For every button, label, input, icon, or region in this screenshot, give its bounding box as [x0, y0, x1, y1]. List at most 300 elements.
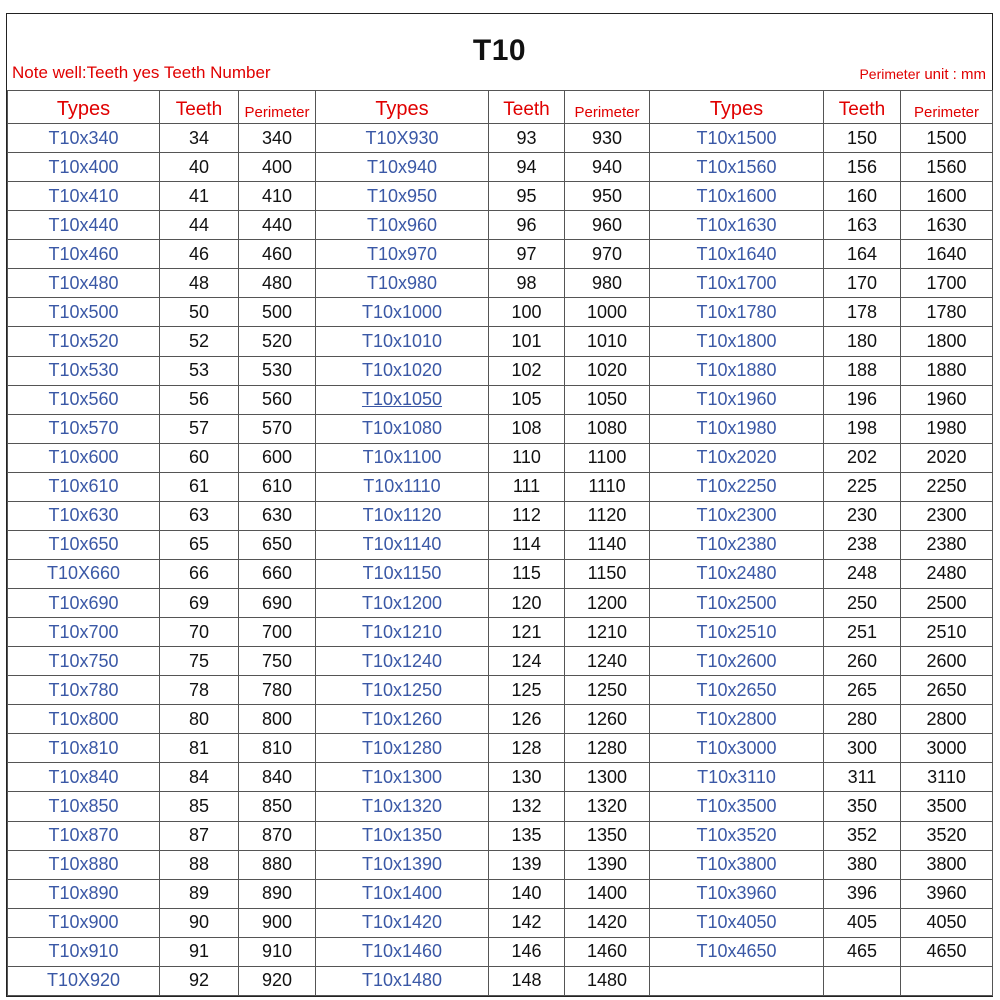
cell-type: T10x950	[316, 182, 489, 211]
cell-type: T10x1980	[650, 414, 824, 443]
unit-note	[859, 66, 986, 83]
cell-perimeter: 3110	[901, 763, 993, 792]
cell-teeth: 396	[824, 879, 901, 908]
header-types: Types	[316, 91, 489, 124]
cell-teeth: 120	[489, 589, 565, 618]
table-row	[8, 589, 993, 618]
cell-type: T10x1600	[650, 182, 824, 211]
cell-type: T10x610	[8, 472, 160, 501]
cell-perimeter: 3800	[901, 850, 993, 879]
cell-teeth: 89	[160, 879, 239, 908]
cell-teeth: 81	[160, 734, 239, 763]
table-row	[8, 734, 993, 763]
cell-type: T10x2480	[650, 559, 824, 588]
cell-type: T10x1480	[316, 966, 489, 995]
cell-perimeter: 750	[239, 647, 316, 676]
cell-teeth: 94	[489, 153, 565, 182]
page-title: T10	[472, 34, 527, 67]
table-row	[8, 501, 993, 530]
cell-type: T10x1780	[650, 298, 824, 327]
cell-type: T10x520	[8, 327, 160, 356]
cell-teeth: 115	[489, 559, 565, 588]
cell-perimeter: 4650	[901, 937, 993, 966]
cell-perimeter: 840	[239, 763, 316, 792]
cell-perimeter: 660	[239, 559, 316, 588]
cell-type: T10x1400	[316, 879, 489, 908]
cell-type: T10x3000	[650, 734, 824, 763]
cell-type: T10x1460	[316, 937, 489, 966]
cell-teeth: 105	[489, 385, 565, 414]
cell-type: T10x1020	[316, 356, 489, 385]
cell-teeth: 265	[824, 676, 901, 705]
cell-perimeter: 1080	[565, 414, 650, 443]
cell-type: T10x1000	[316, 298, 489, 327]
cell-teeth: 102	[489, 356, 565, 385]
cell-teeth: 61	[160, 472, 239, 501]
cell-teeth: 125	[489, 676, 565, 705]
cell-perimeter: 700	[239, 618, 316, 647]
cell-perimeter: 690	[239, 589, 316, 618]
cell-perimeter: 1600	[901, 182, 993, 211]
cell-teeth: 465	[824, 937, 901, 966]
cell-teeth: 90	[160, 908, 239, 937]
cell-teeth: 163	[824, 211, 901, 240]
cell-teeth: 180	[824, 327, 901, 356]
cell-perimeter: 1480	[565, 966, 650, 995]
cell-teeth: 110	[489, 443, 565, 472]
cell-teeth: 121	[489, 618, 565, 647]
cell-teeth: 69	[160, 589, 239, 618]
header-teeth: Teeth	[489, 91, 565, 124]
cell-type: T10x980	[316, 269, 489, 298]
cell-type: T10x1260	[316, 705, 489, 734]
cell-perimeter: 1500	[901, 124, 993, 153]
cell-perimeter: 2480	[901, 559, 993, 588]
cell-perimeter: 1630	[901, 211, 993, 240]
cell-type: T10x2500	[650, 589, 824, 618]
table-row	[8, 792, 993, 821]
cell-perimeter: 3000	[901, 734, 993, 763]
table-row	[8, 443, 993, 472]
cell-type: T10x1560	[650, 153, 824, 182]
cell-type: T10x2650	[650, 676, 824, 705]
cell-perimeter: 950	[565, 182, 650, 211]
cell-perimeter: 2800	[901, 705, 993, 734]
table-row	[8, 269, 993, 298]
header-perimeter: Perimeter	[565, 91, 650, 124]
cell-type: T10x850	[8, 792, 160, 821]
cell-perimeter: 1010	[565, 327, 650, 356]
cell-perimeter: 900	[239, 908, 316, 937]
header-teeth: Teeth	[160, 91, 239, 124]
cell-perimeter: 3500	[901, 792, 993, 821]
cell-perimeter: 880	[239, 850, 316, 879]
cell-teeth: 56	[160, 385, 239, 414]
cell-type: T10x1390	[316, 850, 489, 879]
cell-teeth: 60	[160, 443, 239, 472]
cell-perimeter: 870	[239, 821, 316, 850]
cell-perimeter: 890	[239, 879, 316, 908]
cell-perimeter: 2600	[901, 647, 993, 676]
cell-type: T10X930	[316, 124, 489, 153]
table-row	[8, 124, 993, 153]
cell-teeth: 405	[824, 908, 901, 937]
cell-teeth: 48	[160, 269, 239, 298]
belt-size-table	[7, 90, 993, 996]
cell-perimeter: 3520	[901, 821, 993, 850]
cell-perimeter: 960	[565, 211, 650, 240]
cell-type: T10x3520	[650, 821, 824, 850]
cell-type: T10x1630	[650, 211, 824, 240]
cell-teeth: 280	[824, 705, 901, 734]
cell-teeth: 230	[824, 501, 901, 530]
cell-perimeter: 3960	[901, 879, 993, 908]
table-row	[8, 153, 993, 182]
cell-perimeter: 910	[239, 937, 316, 966]
cell-type: T10x2600	[650, 647, 824, 676]
cell-type: T10x890	[8, 879, 160, 908]
cell-type: T10x2020	[650, 443, 824, 472]
table-row	[8, 240, 993, 269]
cell-perimeter: 1460	[565, 937, 650, 966]
cell-teeth: 95	[489, 182, 565, 211]
cell-perimeter: 980	[565, 269, 650, 298]
cell-type: T10x2250	[650, 472, 824, 501]
cell-teeth: 350	[824, 792, 901, 821]
cell-teeth: 156	[824, 153, 901, 182]
unit-value: unit : mm	[924, 66, 986, 83]
cell-type: T10x440	[8, 211, 160, 240]
cell-teeth: 111	[489, 472, 565, 501]
cell-type: T10x3800	[650, 850, 824, 879]
table-row	[8, 618, 993, 647]
cell-perimeter: 1700	[901, 269, 993, 298]
cell-perimeter: 1200	[565, 589, 650, 618]
cell-perimeter: 1390	[565, 850, 650, 879]
cell-teeth: 250	[824, 589, 901, 618]
table-row	[8, 821, 993, 850]
cell-perimeter: 2510	[901, 618, 993, 647]
header-types: Types	[8, 91, 160, 124]
cell-perimeter: 1240	[565, 647, 650, 676]
cell-perimeter: 400	[239, 153, 316, 182]
cell-perimeter: 1150	[565, 559, 650, 588]
cell-teeth: 124	[489, 647, 565, 676]
table-row	[8, 763, 993, 792]
cell-type: T10x1120	[316, 501, 489, 530]
cell-teeth: 352	[824, 821, 901, 850]
cell-perimeter: 1020	[565, 356, 650, 385]
cell-teeth: 160	[824, 182, 901, 211]
cell-teeth: 251	[824, 618, 901, 647]
cell-perimeter: 4050	[901, 908, 993, 937]
cell-teeth: 238	[824, 530, 901, 559]
cell-type: T10x840	[8, 763, 160, 792]
cell-type: T10x1100	[316, 443, 489, 472]
table-row	[8, 966, 993, 995]
cell-teeth: 70	[160, 618, 239, 647]
table-row	[8, 385, 993, 414]
cell-perimeter: 940	[565, 153, 650, 182]
cell-perimeter: 1110	[565, 472, 650, 501]
cell-type: T10x1140	[316, 530, 489, 559]
cell-perimeter: 440	[239, 211, 316, 240]
cell-perimeter: 500	[239, 298, 316, 327]
cell-type: T10x810	[8, 734, 160, 763]
cell-teeth: 87	[160, 821, 239, 850]
cell-perimeter: 2650	[901, 676, 993, 705]
cell-teeth: 46	[160, 240, 239, 269]
cell-perimeter: 520	[239, 327, 316, 356]
cell-teeth	[824, 966, 901, 995]
cell-teeth: 63	[160, 501, 239, 530]
cell-teeth: 146	[489, 937, 565, 966]
cell-teeth: 101	[489, 327, 565, 356]
cell-teeth: 93	[489, 124, 565, 153]
cell-type: T10x800	[8, 705, 160, 734]
cell-type: T10x3960	[650, 879, 824, 908]
cell-perimeter: 1350	[565, 821, 650, 850]
cell-type: T10x690	[8, 589, 160, 618]
table-row	[8, 414, 993, 443]
cell-type: T10x1210	[316, 618, 489, 647]
cell-type: T10x1200	[316, 589, 489, 618]
cell-perimeter: 800	[239, 705, 316, 734]
header-row	[8, 91, 993, 124]
cell-perimeter: 1050	[565, 385, 650, 414]
cell-type: T10x630	[8, 501, 160, 530]
cell-type: T10x1960	[650, 385, 824, 414]
cell-perimeter: 1400	[565, 879, 650, 908]
cell-type: T10x1080	[316, 414, 489, 443]
cell-type: T10x1280	[316, 734, 489, 763]
cell-teeth: 260	[824, 647, 901, 676]
cell-perimeter: 1120	[565, 501, 650, 530]
cell-teeth: 88	[160, 850, 239, 879]
cell-perimeter: 1800	[901, 327, 993, 356]
cell-perimeter: 930	[565, 124, 650, 153]
cell-perimeter: 650	[239, 530, 316, 559]
cell-teeth: 96	[489, 211, 565, 240]
cell-teeth: 126	[489, 705, 565, 734]
cell-perimeter: 2500	[901, 589, 993, 618]
cell-teeth: 97	[489, 240, 565, 269]
cell-teeth: 108	[489, 414, 565, 443]
cell-type: T10x1150	[316, 559, 489, 588]
cell-type: T10x780	[8, 676, 160, 705]
cell-perimeter: 850	[239, 792, 316, 821]
table-row	[8, 647, 993, 676]
cell-perimeter: 970	[565, 240, 650, 269]
cell-teeth: 40	[160, 153, 239, 182]
cell-teeth: 178	[824, 298, 901, 327]
table-row	[8, 298, 993, 327]
table-row	[8, 850, 993, 879]
cell-perimeter: 1320	[565, 792, 650, 821]
cell-perimeter: 570	[239, 414, 316, 443]
cell-type: T10x500	[8, 298, 160, 327]
cell-teeth: 196	[824, 385, 901, 414]
cell-type: T10x1010	[316, 327, 489, 356]
cell-type: T10x700	[8, 618, 160, 647]
cell-perimeter: 1960	[901, 385, 993, 414]
cell-teeth: 140	[489, 879, 565, 908]
cell-type: T10x4050	[650, 908, 824, 937]
cell-perimeter: 1260	[565, 705, 650, 734]
cell-perimeter: 1210	[565, 618, 650, 647]
table-row	[8, 937, 993, 966]
header-perimeter: Perimeter	[239, 91, 316, 124]
cell-perimeter: 1000	[565, 298, 650, 327]
cell-type: T10x2380	[650, 530, 824, 559]
cell-type: T10x1880	[650, 356, 824, 385]
cell-type: T10x3500	[650, 792, 824, 821]
table-row	[8, 908, 993, 937]
cell-perimeter: 2300	[901, 501, 993, 530]
cell-teeth: 148	[489, 966, 565, 995]
cell-perimeter: 1100	[565, 443, 650, 472]
cell-type: T10x940	[316, 153, 489, 182]
cell-teeth: 92	[160, 966, 239, 995]
cell-teeth: 100	[489, 298, 565, 327]
cell-teeth: 150	[824, 124, 901, 153]
cell-type: T10x530	[8, 356, 160, 385]
unit-label: Perimeter	[859, 66, 921, 82]
cell-perimeter: 1640	[901, 240, 993, 269]
cell-teeth: 164	[824, 240, 901, 269]
table-row	[8, 559, 993, 588]
cell-type: T10x600	[8, 443, 160, 472]
cell-perimeter: 530	[239, 356, 316, 385]
cell-perimeter: 920	[239, 966, 316, 995]
cell-teeth: 170	[824, 269, 901, 298]
cell-type: T10x400	[8, 153, 160, 182]
cell-teeth: 188	[824, 356, 901, 385]
cell-perimeter: 2020	[901, 443, 993, 472]
cell-teeth: 50	[160, 298, 239, 327]
cell-type: T10x1300	[316, 763, 489, 792]
cell-type: T10x900	[8, 908, 160, 937]
cell-type: T10x1250	[316, 676, 489, 705]
cell-type: T10x480	[8, 269, 160, 298]
cell-teeth: 75	[160, 647, 239, 676]
cell-teeth: 98	[489, 269, 565, 298]
header-teeth: Teeth	[824, 91, 901, 124]
cell-type: T10x3110	[650, 763, 824, 792]
cell-teeth: 34	[160, 124, 239, 153]
cell-type: T10x960	[316, 211, 489, 240]
table-row	[8, 472, 993, 501]
cell-teeth: 85	[160, 792, 239, 821]
cell-type: T10x750	[8, 647, 160, 676]
cell-type: T10X660	[8, 559, 160, 588]
cell-type: T10x560	[8, 385, 160, 414]
cell-type: T10x1240	[316, 647, 489, 676]
cell-teeth: 142	[489, 908, 565, 937]
cell-teeth: 52	[160, 327, 239, 356]
cell-perimeter: 1140	[565, 530, 650, 559]
cell-teeth: 132	[489, 792, 565, 821]
cell-teeth: 202	[824, 443, 901, 472]
cell-type: T10x1420	[316, 908, 489, 937]
cell-teeth: 65	[160, 530, 239, 559]
cell-type: T10x1700	[650, 269, 824, 298]
cell-perimeter: 610	[239, 472, 316, 501]
cell-perimeter: 1560	[901, 153, 993, 182]
cell-perimeter: 1880	[901, 356, 993, 385]
cell-teeth: 114	[489, 530, 565, 559]
cell-perimeter: 560	[239, 385, 316, 414]
cell-teeth: 66	[160, 559, 239, 588]
cell-teeth: 84	[160, 763, 239, 792]
cell-perimeter: 1780	[901, 298, 993, 327]
table-row	[8, 530, 993, 559]
table-row	[8, 705, 993, 734]
note-text: Note well:Teeth yes Teeth Number	[12, 63, 271, 82]
cell-perimeter: 410	[239, 182, 316, 211]
table-row	[8, 182, 993, 211]
cell-teeth: 311	[824, 763, 901, 792]
cell-type: T10x880	[8, 850, 160, 879]
spec-sheet	[6, 13, 993, 997]
table-row	[8, 676, 993, 705]
cell-perimeter: 2250	[901, 472, 993, 501]
cell-perimeter: 460	[239, 240, 316, 269]
cell-teeth: 78	[160, 676, 239, 705]
table-row	[8, 356, 993, 385]
cell-type: T10x970	[316, 240, 489, 269]
cell-type: T10X920	[8, 966, 160, 995]
cell-teeth: 198	[824, 414, 901, 443]
cell-type	[650, 966, 824, 995]
cell-teeth: 80	[160, 705, 239, 734]
cell-perimeter: 1980	[901, 414, 993, 443]
cell-type: T10x870	[8, 821, 160, 850]
cell-teeth: 128	[489, 734, 565, 763]
cell-teeth: 248	[824, 559, 901, 588]
cell-teeth: 53	[160, 356, 239, 385]
cell-teeth: 300	[824, 734, 901, 763]
cell-type: T10x570	[8, 414, 160, 443]
header-types: Types	[650, 91, 824, 124]
cell-type: T10x1640	[650, 240, 824, 269]
cell-perimeter: 1420	[565, 908, 650, 937]
cell-type: T10x2800	[650, 705, 824, 734]
cell-teeth: 130	[489, 763, 565, 792]
table-row	[8, 327, 993, 356]
cell-perimeter: 1280	[565, 734, 650, 763]
cell-type: T10x1800	[650, 327, 824, 356]
cell-perimeter: 480	[239, 269, 316, 298]
cell-type: T10x910	[8, 937, 160, 966]
cell-perimeter: 810	[239, 734, 316, 763]
cell-perimeter: 780	[239, 676, 316, 705]
cell-teeth: 44	[160, 211, 239, 240]
cell-teeth: 91	[160, 937, 239, 966]
cell-perimeter: 1300	[565, 763, 650, 792]
table-row	[8, 879, 993, 908]
cell-type: T10x2510	[650, 618, 824, 647]
table-row	[8, 211, 993, 240]
cell-perimeter: 600	[239, 443, 316, 472]
cell-teeth: 225	[824, 472, 901, 501]
cell-teeth: 380	[824, 850, 901, 879]
cell-type: T10x1320	[316, 792, 489, 821]
cell-perimeter: 630	[239, 501, 316, 530]
cell-type: T10x1050	[316, 385, 489, 414]
cell-perimeter: 340	[239, 124, 316, 153]
cell-teeth: 57	[160, 414, 239, 443]
